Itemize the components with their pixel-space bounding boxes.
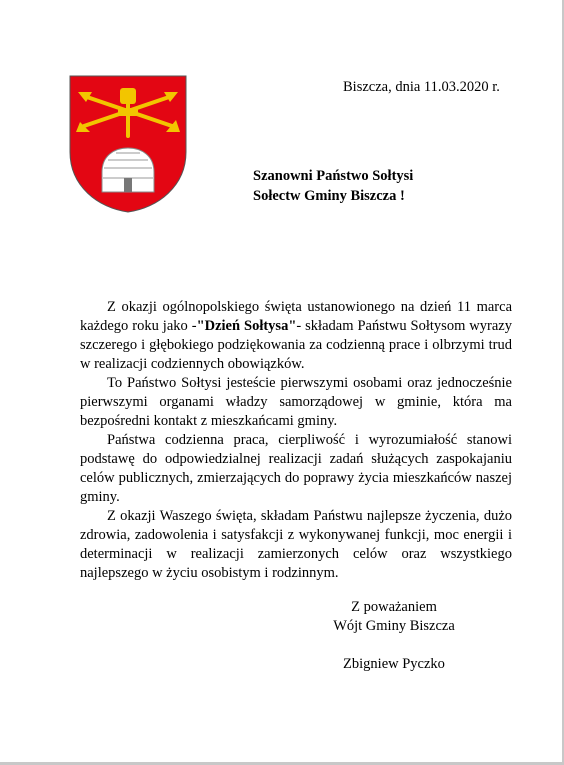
paragraph-1 <box>80 298 512 374</box>
signature-name: Zbigniew Pyczko <box>343 656 445 672</box>
greeting-line-2: Sołectw Gminy Biszcza ! <box>253 188 405 204</box>
closing-block <box>318 598 470 674</box>
holiday-name: "Dzień Sołtysa" <box>196 318 297 334</box>
paragraph-1-end: - składam Państwu Sołtysom wyrazy szczerego i głębokiego podziękowania za codzienną prace i olbrzymi trud w realizacji codziennych obowiązków. <box>80 318 512 372</box>
letter-body <box>80 298 512 583</box>
greeting <box>253 166 413 206</box>
letter-date: Biszcza, dnia 11.03.2020 r. <box>343 79 500 95</box>
paragraph-2: To Państwo Sołtysi jesteście pierwszymi osobami oraz jednocześnie pierwszymi organami władzy samorządowej w gminie, która ma bezpośredni kontakt z mieszkańcami gminy. <box>80 375 512 429</box>
closing-line-2: Wójt Gminy Biszcza <box>333 618 455 634</box>
paragraph-1-start: Z okazji ogólnopolskiego święta ustanowionego na dzień 11 marca każdego roku jako - <box>80 299 512 334</box>
closing-line-1: Z poważaniem <box>351 599 437 615</box>
paragraph-3: Państwa codzienna praca, cierpliwość i wyrozumiałość stanowi podstawę do odpowiedzialnej realizacji zadań służących zaspokajaniu celów publicznych, zmierzających do poprawy życia mieszkańców naszej gminy. <box>80 432 512 505</box>
hut-icon <box>102 148 154 192</box>
coat-of-arms-icon <box>68 74 188 214</box>
greeting-line-1: Szanowni Państwo Sołtysi <box>253 168 414 184</box>
paragraph-4: Z okazji Waszego święta, składam Państwu najlepsze życzenia, dużo zdrowia, zadowolenia i satysfakcji z wykonywanej funkcji, moc energii i determinacji w realizacji zamierzonych celów oraz wszystkiego najlepszego w życiu osobistym i rodzinnym. <box>80 508 512 581</box>
